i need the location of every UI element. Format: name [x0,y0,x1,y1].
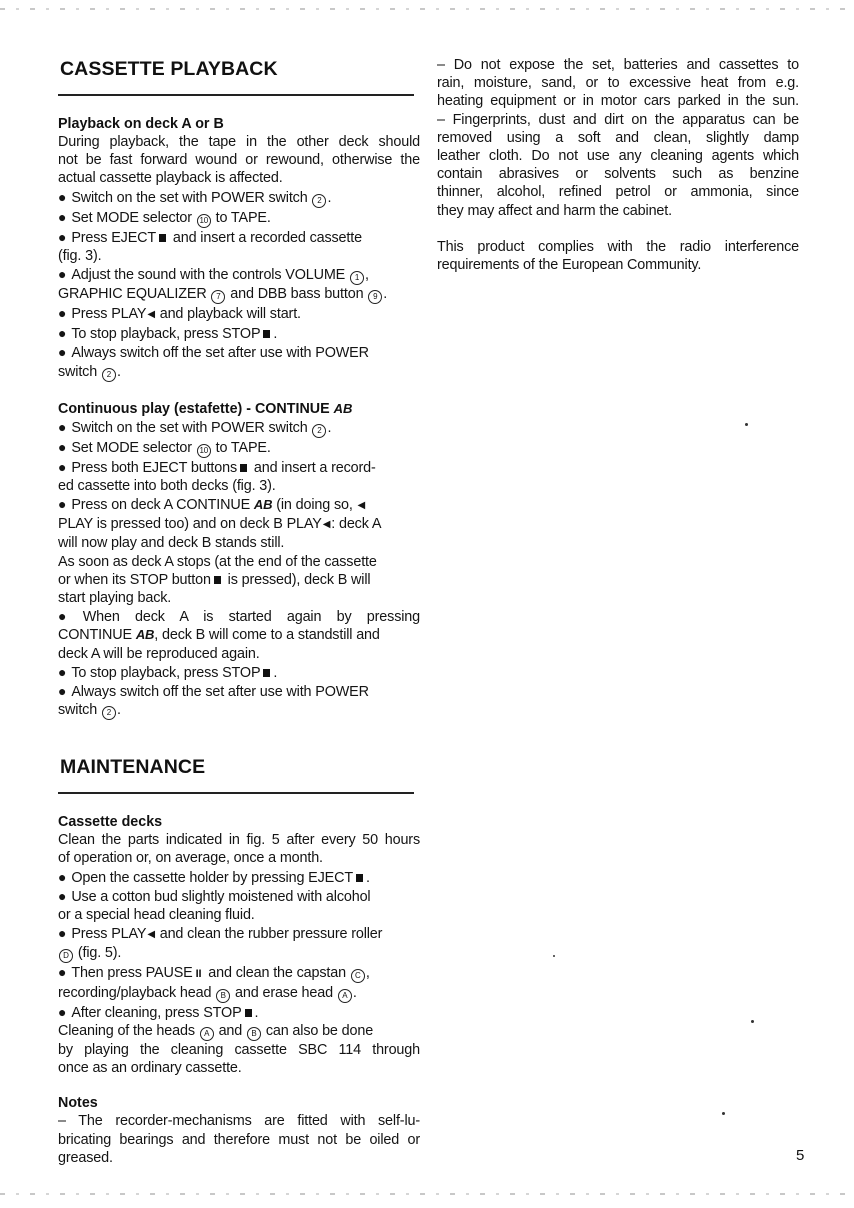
circled-letter-icon: B [216,989,230,1003]
bullet-icon: ● [58,1003,67,1020]
bullet-icon: ● [58,868,67,885]
paragraph-line: leather cloth. Do not use any cleaning agents which [437,148,799,165]
circled-number-icon: 10 [197,214,211,228]
scan-edge-bottom [0,1193,854,1195]
bullet-icon: ● [58,208,67,225]
bullet-icon: ● [58,925,67,942]
list-item: ● Press PLAY◀ and clean the rubber pressure roller [58,924,420,944]
scan-speck [722,1112,725,1115]
circled-letter-icon: A [200,1027,214,1041]
bullet-icon: ● [58,344,67,361]
paragraph-line: or when its STOP button is pressed), deck B will [58,571,371,588]
list-item-continuation: ed cassette into both decks (fig. 3). [58,477,276,494]
list-item-continuation: or a special head cleaning fluid. [58,907,255,924]
bullet-icon: ● [58,266,67,283]
bullet-icon: ● [58,438,67,455]
list-item: ● When deck A is started again by pressing [58,608,420,626]
circled-number-icon: 7 [211,290,225,304]
bullet-icon: ● [58,305,67,322]
list-item: ● Switch on the set with POWER switch 2 . [58,418,332,436]
bullet-icon: ● [58,683,67,700]
paragraph-line: Cleaning of the heads A and B can also be done [58,1022,374,1039]
circled-number-icon: 2 [312,424,326,438]
stop-square-icon [245,1009,252,1017]
circled-number-icon: 2 [102,706,116,720]
stop-square-icon [263,669,270,677]
bullet-icon: ● [58,964,67,981]
paragraph-line: thinner, alcohol, refined petrol or ammonia, since [437,184,799,201]
list-item-continuation: switch 2 . [58,363,121,380]
ab-symbol-icon: AB [333,400,353,416]
eject-square-icon [240,464,247,472]
circled-letter-icon: D [59,949,73,963]
eject-square-icon [356,874,363,882]
list-item: ● Always switch off the set after use with POWER [58,344,369,362]
heading-continuous-play: Continuous play (estafette) - CONTINUE AB [58,400,353,417]
bullet-icon: ● [58,608,78,625]
section-title-cassette-playback: CASSETTE PLAYBACK [58,56,414,96]
paragraph-line: – Do not expose the set, batteries and cassettes to [437,57,799,73]
list-item: ● Use a cotton bud slightly moistened with alcohol [58,887,371,905]
circled-number-icon: 2 [102,368,116,382]
list-item: ● Then press PAUSE II and clean the capstan C , [58,964,370,982]
list-item: ● Adjust the sound with the controls VOLUME 1 , [58,266,369,284]
section-title-maintenance: MAINTENANCE [58,754,414,794]
circled-number-icon: 1 [350,271,364,285]
list-item: ● Set MODE selector 10 to TAPE. [58,208,271,226]
list-item: ● Press PLAY◀ and playback will start. [58,304,420,324]
paragraph-line: rain, moisture, sand, or to excessive heat from e.g. [437,75,799,92]
bullet-icon: ● [58,887,67,904]
play-triangle-icon: ◀ [147,929,155,941]
stop-square-icon [214,576,221,584]
list-item: ● Open the cassette holder by pressing EJECT . [58,868,370,886]
circled-number-icon: 9 [368,290,382,304]
list-item: ● To stop playback, press STOP . [58,325,278,343]
list-item-continuation: will now play and deck B stands still. [58,535,285,552]
list-item: ● After cleaning, press STOP . [58,1003,259,1021]
paragraph-line: they may affect and harm the cabinet. [437,202,672,219]
ab-symbol-icon: AB [253,497,273,513]
right-column [437,56,799,274]
circled-number-icon: 10 [197,444,211,458]
list-item: ● Press both EJECT buttons and insert a record- [58,458,376,476]
paragraph-line: of operation or, on average, once a month. [58,850,323,867]
list-item-continuation: deck A will be reproduced again. [58,645,260,662]
list-item-continuation: recording/playback head B and erase head A . [58,984,357,1001]
pause-icon: II [195,968,202,981]
list-item-continuation: (fig. 3). [58,247,102,264]
paragraph-line: once as an ordinary cassette. [58,1060,242,1077]
bullet-icon: ● [58,458,67,475]
bullet-icon: ● [58,188,67,205]
list-item-continuation: switch 2 . [58,702,121,719]
ab-symbol-icon: AB [135,627,155,643]
list-item-continuation: GRAPHIC EQUALIZER 7 and DBB bass button 9 . [58,286,388,303]
paragraph-line: Clean the parts indicated in fig. 5 after every 50 hours [58,832,420,849]
bullet-icon: ● [58,496,67,513]
paragraph-line: – The recorder-mechanisms are fitted with self-lu- [58,1113,420,1130]
scan-speck [745,423,748,426]
list-item: ● Always switch off the set after use with POWER [58,683,369,701]
scan-speck [751,1020,754,1023]
list-item: ● Switch on the set with POWER switch 2 . [58,188,332,206]
bullet-icon: ● [58,325,67,342]
circled-letter-icon: A [338,989,352,1003]
paragraph-line: heating equipment or in motor cars parked in the sun. [437,93,799,110]
paragraph-line: not be fast forward wound or rewound, otherwise the [58,152,420,169]
paragraph-line: removed using a soft and clean, slightly damp [437,129,799,146]
paragraph-line: During playback, the tape in the other deck should [58,134,420,150]
bullet-icon: ● [58,228,67,245]
bullet-icon: ● [58,663,67,680]
paragraph-line: bricating bearings and therefore must not be oiled or [58,1131,420,1148]
circled-letter-icon: C [351,969,365,983]
paragraph-line: contain abrasives or solvents such as benzine [437,166,799,183]
circled-number-icon: 2 [312,194,326,208]
heading-cassette-decks: Cassette decks [58,814,163,831]
paragraph-line: As soon as deck A stops (at the end of the cassette [58,553,377,570]
paragraph-line: actual cassette playback is affected. [58,170,283,187]
play-triangle-icon: ◀ [322,519,331,531]
play-triangle-icon: ◀ [357,500,366,512]
heading-notes: Notes [58,1095,98,1112]
scan-speck [553,955,555,957]
list-item: ● Set MODE selector 10 to TAPE. [58,438,271,456]
heading-playback-deck: Playback on deck A or B [58,116,224,132]
stop-square-icon [263,330,270,338]
paragraph-line: start playing back. [58,590,172,607]
list-item-continuation: D (fig. 5). [58,944,420,963]
paragraph-line: greased. [58,1149,113,1166]
list-item-continuation: PLAY is pressed too) and on deck B PLAY◀: deck A [58,515,420,534]
list-item: ● Press on deck A CONTINUE AB (in doing so, ◀ [58,495,420,515]
compliance-line: This product complies with the radio interference [437,238,799,255]
bullet-icon: ● [58,418,67,435]
list-item: ● To stop playback, press STOP . [58,663,278,681]
left-column [58,56,420,1167]
paragraph-line: – Fingerprints, dust and dirt on the apparatus can be [437,111,799,128]
stop-eject-square-icon [159,234,166,242]
list-item-continuation: CONTINUE AB, deck B will come to a standstill and [58,627,380,644]
list-item: ● Press EJECT and insert a recorded cassette [58,228,362,246]
page-number: 5 [796,1147,805,1164]
paragraph-line: by playing the cleaning cassette SBC 114 through [58,1041,420,1058]
circled-letter-icon: B [247,1027,261,1041]
play-triangle-icon: ◀ [147,309,155,321]
compliance-line: requirements of the European Community. [437,257,702,274]
scan-edge-top [0,8,854,10]
